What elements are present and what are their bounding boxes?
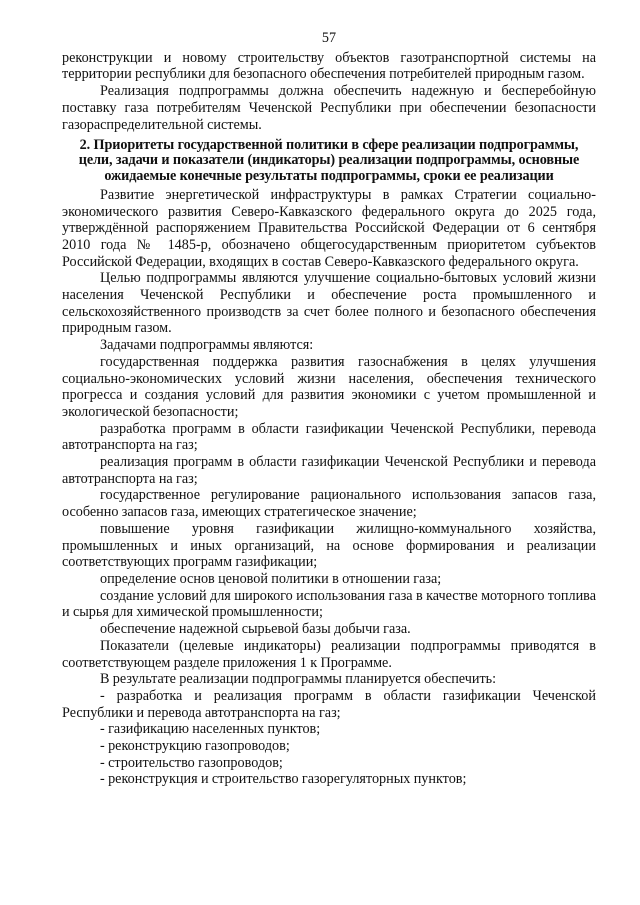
- paragraph: обеспечение надежной сырьевой базы добычи газа.: [100, 621, 411, 638]
- list-item: - разработка и реализация программ в области газификации Чеченской Республики и перевода автотранспорта на газ;: [62, 687, 596, 721]
- list-item: - реконструкцию газопроводов;: [100, 738, 290, 755]
- paragraph: государственная поддержка развития газоснабжения в целях улучшения социально-экономических условий жизни населения, обеспечения технического прогресса и создания условий для развития экономики с учетом промышленной и экологической безопасности;: [62, 353, 596, 420]
- paragraph: реализация программ в области газификации Чеченской Республики и перевода автотранспорта на газ;: [62, 454, 596, 487]
- paragraph: создание условий для широкого использования газа в качестве моторного топлива и сырья для химической промышленности;: [62, 587, 596, 621]
- paragraph: Показатели (целевые индикаторы) реализации подпрограммы приводятся в соответствующем разделе приложения 1 к Программе.: [62, 637, 596, 671]
- paragraph: Реализация подпрограммы должна обеспечить надежную и бесперебойную поставку газа потребителям Чеченской Республики при обеспечении безопасности газораспределительной системы.: [62, 83, 596, 133]
- page-number: 57: [321, 30, 337, 46]
- paragraph: разработка программ в области газификации Чеченской Республики, перевода автотранспорта на газ;: [62, 420, 596, 454]
- paragraph: государственное регулирование рационального использования запасов газа, особенно запасов газа, имеющих стратегическое значение;: [62, 487, 596, 521]
- paragraph: определение основ ценовой политики в отношении газа;: [100, 571, 442, 587]
- section-heading: 2. Приоритеты государственной политики в сфере реализации подпрограммы, цели, задачи и показатели (индикаторы) реализации подпрограммы, основные ожидаемые конечные результаты подпрограммы, сроки ее реализации: [78, 137, 580, 184]
- list-item: - газификацию населенных пунктов;: [100, 721, 321, 738]
- list-item: - строительство газопроводов;: [100, 754, 283, 771]
- paragraph-continuation: реконструкции и новому строительству объектов газотранспортной системы на территории республики для безопасного обеспечения потребителей природным газом.: [62, 49, 596, 83]
- paragraph: Целью подпрограммы являются улучшение социально-бытовых условий жизни населения Чеченской Республики и обеспечение роста промышленного и сельскохозяйственного производств за счет более полного и безопасного обеспечения природным газом.: [62, 270, 596, 337]
- list-item: - реконструкция и строительство газорегуляторных пунктов;: [100, 771, 467, 788]
- paragraph: Задачами подпрограммы являются:: [100, 337, 314, 354]
- paragraph: Развитие энергетической инфраструктуры в рамках Стратегии социально-экономического развития Северо-Кавказского федерального округа до 2025 года, утверждённой распоряжением Правительства Российской Федерации от 6 сентября 2010 года № 1485-р, обозначено общегосударственным приоритетом субъектов Российской Федерации, входящих в состав Северо-Кавказского федерального округа.: [62, 186, 596, 270]
- paragraph: В результате реализации подпрограммы планируется обеспечить:: [100, 671, 497, 688]
- paragraph: повышение уровня газификации жилищно-коммунального хозяйства, промышленных и иных организаций, на основе формирования и реализации соответствующих программ газификации;: [62, 520, 596, 571]
